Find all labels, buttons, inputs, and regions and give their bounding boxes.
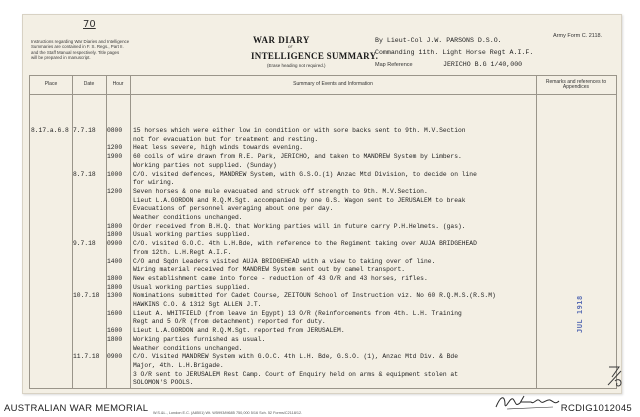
entry-text: Usual working parties supplied.	[133, 283, 251, 291]
instructions-block	[31, 39, 159, 61]
entry-hour: 0800	[107, 127, 123, 134]
erase-note: (Erase heading not required.)	[267, 63, 326, 68]
entry-hour: 1800	[107, 274, 123, 282]
entry-hour: 1800	[107, 283, 123, 291]
instruction-line: and the Staff Manual respectively. Title pages	[31, 49, 120, 55]
column-header-date: Date	[83, 81, 95, 88]
entry-text: Working parties furnished as usual.	[133, 335, 266, 343]
entry-text: Nominations submitted for Cadet Course, ZEITOUN School of Instruction viz. No 60 R.Q.M.S.(R.S.M)	[133, 292, 496, 300]
entry-text: Evacuations of personnel averaging about one per day.	[133, 205, 334, 213]
column-header-place: Place	[44, 81, 58, 88]
entry-text: Regt and 5 O/R (from detachment) reported for duty.	[133, 318, 326, 326]
entry-hour: 1800	[107, 335, 123, 343]
entry-text: Weather conditions unchanged.	[133, 344, 243, 352]
printer-note: W.S.&L., London E.C. (A8501) Wt. W5993/M685 750,000 5/16 Sch. 52 Forms/C2118/12.	[153, 411, 303, 415]
entry-text: Working parties not supplied. (Sunday)	[133, 161, 277, 169]
entry-text: Order received from B.H.Q. that Working parties will in future carry P.H.Helmets. (gas).	[133, 222, 466, 230]
column-divider	[72, 76, 73, 388]
page-mark-icon	[605, 363, 625, 389]
entry-text: C/O. visited G.O.C. 4th L.H.Bde, with reference to the Regiment taking over AUJA BRIDGEHEAD	[133, 240, 477, 248]
entry-text: Lieut L.A.GORDON and R.Q.M.Sgt. accompanied by one G.S. Wagon sent to JERUSALEM to break	[133, 196, 466, 204]
entry-hour: 1600	[107, 327, 123, 335]
entry-text: Lieut L.A.GORDON and R.Q.M.Sgt. reported from JERUSALEM.	[133, 327, 345, 335]
entry-hour: 0900	[107, 353, 123, 361]
table-header-row	[30, 76, 616, 95]
entry-text: Wiring material received for MANDREW System sent out by camel transport.	[133, 266, 406, 274]
map-reference-label: Map Reference	[375, 62, 413, 68]
entry-hour: 1200	[107, 144, 123, 152]
entry-text: HAWKINS C.O. & 1312 Sgt ALLEN J.T.	[133, 301, 262, 308]
entry-text: 60 coils of wire drawn from R.E. Park, JERICHO, and taken to MANDREW System by Limbers.	[133, 153, 462, 161]
caption-id: RCDIG1012045	[560, 403, 632, 414]
entry-text: New establishment came into force - reduction of 43 O/R and 43 horses, rifles.	[133, 274, 428, 282]
entry-text: Major, 4th. L.H.Brigade.	[133, 361, 224, 369]
entry-text: not for evacuation but for treatment and resting.	[133, 135, 319, 143]
column-header-summary: Summary of Events and Information	[293, 81, 373, 88]
entry-text: C/O. Visited MANDREW System with G.O.C. 4th L.H. Bde, G.S.O. (1), Anzac Mtd Div. & Bde	[133, 353, 458, 361]
army-form-number: Army Form C. 2118.	[553, 33, 603, 39]
entry-text: Weather conditions unchanged.	[133, 214, 243, 221]
entry-text: C/O. visited defences, MANDREW System, with G.S.O.(1) Anzac Mtd Division, to decide on line	[133, 170, 477, 178]
entry-text: C/O and Sqdn Leaders visited AUJA BRIDGEHEAD with a view to taking over of line.	[133, 257, 436, 265]
entry-text: from 12th. L.H.Regt A.I.F.	[133, 248, 232, 256]
date-stamp: JUL 1918	[576, 295, 584, 333]
page-number: 70	[83, 19, 96, 30]
map-reference-value: JERICHO B.G 1/40,000	[443, 61, 523, 68]
entry-date: 9.7.18	[73, 240, 96, 248]
title-or: or	[288, 45, 293, 50]
entry-hour: 1800	[107, 222, 123, 230]
entry-hour: 1300	[107, 292, 123, 300]
entry-text: SOLOMON'S POOLS.	[133, 379, 194, 387]
entry-date: 10.7.18	[73, 292, 100, 300]
entry-hour: 1600	[107, 309, 123, 317]
entry-text: for wiring.	[133, 179, 175, 187]
caption-source: AUSTRALIAN WAR MEMORIAL	[4, 403, 149, 414]
entry-hour: 1200	[107, 187, 123, 195]
intelligence-summary-title: INTELLIGENCE SUMMARY.	[251, 51, 379, 61]
entry-text: Usual working parties supplied.	[133, 231, 251, 239]
entry-text: Heat less severe, high winds towards evening.	[133, 144, 304, 152]
entry-date: 11.7.18	[73, 353, 100, 361]
entry-text: Seven horses & one mule evacuated and struck off strength to 9th. M.V.Section.	[133, 187, 428, 195]
column-header-hour: Hour	[112, 81, 124, 88]
column-divider	[130, 76, 131, 388]
command-line: Commanding 11th. Light Horse Regt A.I.F.	[375, 49, 534, 56]
entry-hour: 1800	[107, 231, 123, 239]
instruction-line: Instructions regarding War Diaries and Intelligence	[31, 39, 130, 44]
war-diary-title: WAR DIARY	[253, 35, 310, 45]
entry-hour: 1900	[107, 153, 123, 161]
instruction-line: will be prepared in manuscript.	[31, 55, 91, 61]
entry-date: 7.7.18	[73, 127, 96, 134]
entry-text: Lieut A. WHITFIELD (from leave in Egypt) 13 O/R (Reinforcements from 4th. L.H. Training	[133, 309, 462, 317]
entry-hour: 0900	[107, 240, 123, 248]
entry-place: 8.17.a.6.8	[31, 127, 69, 134]
entry-hour: 1400	[107, 257, 123, 265]
entry-text: 15 horses which were either low in condition or with sore backs sent to 9th. M.V.Section	[133, 127, 466, 134]
entry-hour: 1000	[107, 170, 123, 178]
entry-date: 8.7.18	[73, 170, 96, 178]
instruction-line: Summaries are contained in F. S. Regs., Part II.	[31, 44, 124, 50]
entry-text: 3 O/R sent to JERUSALEM Rest Camp. Court of Enquiry held on arms & equipment stolen at	[133, 370, 458, 378]
column-divider	[536, 76, 537, 388]
column-header-remarks: Remarks and references to Appendices	[545, 78, 607, 90]
commander-line: By Lieut-Col J.W. PARSONS D.S.O.	[375, 37, 502, 44]
